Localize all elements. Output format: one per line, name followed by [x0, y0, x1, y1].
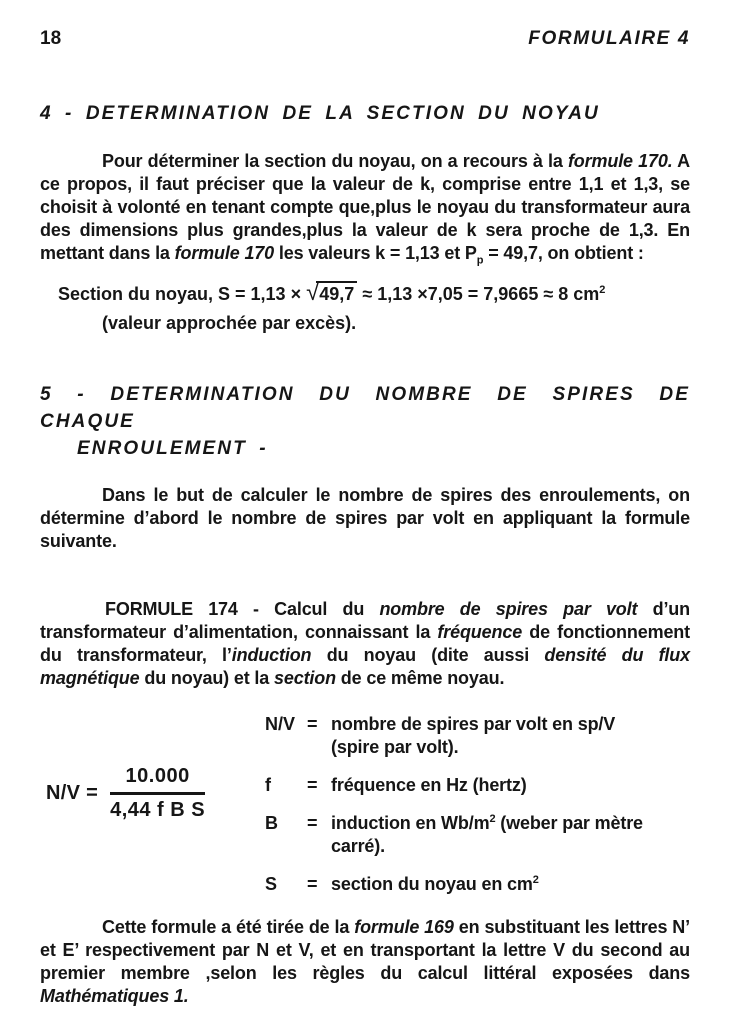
definition-symbol: B	[265, 813, 278, 833]
text-run: (spire par volt).	[331, 737, 459, 757]
superscript-2: 2	[489, 813, 496, 825]
text-run-italic: nombre de spires par volt	[379, 599, 638, 619]
text-run: Cette formule a été tirée de la	[102, 917, 355, 937]
closing-paragraph	[40, 916, 690, 1008]
equals-sign: =	[307, 714, 318, 734]
text-run-italic: densité du flux magnétique	[40, 645, 690, 688]
definition-text: fréquence en Hz (hertz)	[331, 775, 527, 795]
text-run: de fonctionnement du transformateur, l’	[40, 622, 690, 665]
formula-n-over-v	[46, 765, 205, 822]
formula-lhs: N/V =	[46, 782, 99, 804]
text-run: d’un transformateur d’alimentation, connaissant la	[40, 599, 690, 642]
definition-f	[265, 774, 690, 797]
section4-result-note: (valeur approchée par excès).	[102, 313, 357, 333]
section4-paragraph	[40, 150, 690, 265]
section5-heading-line2: ENROULEMENT -	[77, 438, 268, 459]
equals-sign: =	[307, 813, 318, 833]
text-run-italic: Mathématiques 1.	[40, 986, 189, 1006]
text-run-italic: formule 169	[354, 917, 454, 937]
page-number: 18	[40, 28, 62, 49]
text-run: du noyau (dite aussi	[311, 645, 545, 665]
definition-text	[331, 873, 690, 896]
text-run-italic: induction	[231, 645, 312, 665]
equals-sign: =	[307, 775, 318, 795]
definition-symbol: S	[265, 874, 278, 894]
text-run: = 49,7, on obtient :	[483, 243, 644, 263]
symbol-definitions	[265, 713, 690, 896]
text-run: induction en Wb/m	[331, 813, 490, 833]
superscript-2: 2	[599, 284, 606, 296]
formule-174-paragraph	[40, 598, 690, 690]
text-run: en substituant les lettres N’ et E’ respectivement par N et V, et en transportant la lettre V du second au premier membre ,selon les règles du calcul littéral exposées dans	[40, 917, 690, 983]
square-root-sign: √	[306, 279, 320, 306]
definition-symbol: f	[265, 775, 271, 795]
formule-label: FORMULE 174	[105, 599, 238, 619]
text-run: ≈ 1,13 ×7,05 = 7,9665 ≈ 8 cm	[357, 284, 600, 304]
equals-sign: =	[307, 874, 318, 894]
formula-definitions-block	[40, 713, 690, 897]
text-run: Section du noyau, S = 1,13 ×	[58, 284, 307, 304]
radicand: 49,7	[316, 281, 357, 304]
section4-formula-result	[40, 280, 690, 307]
text-run: nombre de spires par volt en sp/V	[331, 714, 616, 734]
superscript-2: 2	[532, 874, 539, 886]
definition-text	[331, 812, 690, 858]
section4-heading: 4 - DETERMINATION DE LA SECTION DU NOYAU	[40, 103, 600, 124]
definition-nv	[265, 713, 690, 759]
text-run: de ce même noyau.	[335, 668, 505, 688]
section5-heading-line1: 5 - DETERMINATION DU NOMBRE DE SPIRES DE CHAQUE	[40, 384, 690, 432]
text-run: carré).	[331, 836, 385, 856]
text-run-italic: section	[273, 668, 336, 688]
text-run: A ce propos, il faut préciser que la valeur de k, comprise entre 1,1 et 1,3, se choisit à volonté en tenant compte que,plus le noyau du transformateur aura des dimensions plus grandes,plus la valeur de k sera proche de 1,3. En mettant dans la	[40, 151, 690, 263]
definition-text	[331, 713, 690, 759]
text-run: - Calcul du	[237, 599, 380, 619]
section5-intro-paragraph: Dans le but de calculer le nombre de spires des enroulements, on détermine d’abord le nombre de spires par volt en appliquant la formule suivante.	[40, 485, 690, 551]
text-run: section du noyau en cm	[331, 874, 533, 894]
fraction-denominator: 4,44 f B S	[110, 799, 206, 821]
definition-b	[265, 812, 690, 858]
definition-symbol: N/V	[265, 714, 296, 734]
text-run-italic: formule 170	[174, 243, 275, 263]
fraction-numerator: 10.000	[110, 765, 205, 795]
page-header	[40, 28, 690, 50]
running-title: FORMULAIRE 4	[528, 28, 690, 49]
text-run-italic: formule 170.	[567, 151, 673, 171]
text-run: les valeurs k = 1,13 et P	[274, 243, 477, 263]
text-run: du noyau) et la	[139, 668, 274, 688]
text-run: Pour déterminer la section du noyau, on a recours à la	[102, 151, 568, 171]
text-run: (weber par mètre	[495, 813, 643, 833]
fraction	[110, 765, 205, 822]
subscript-p: p	[476, 254, 484, 267]
text-run-italic: fréquence	[437, 622, 523, 642]
definition-s	[265, 873, 690, 896]
